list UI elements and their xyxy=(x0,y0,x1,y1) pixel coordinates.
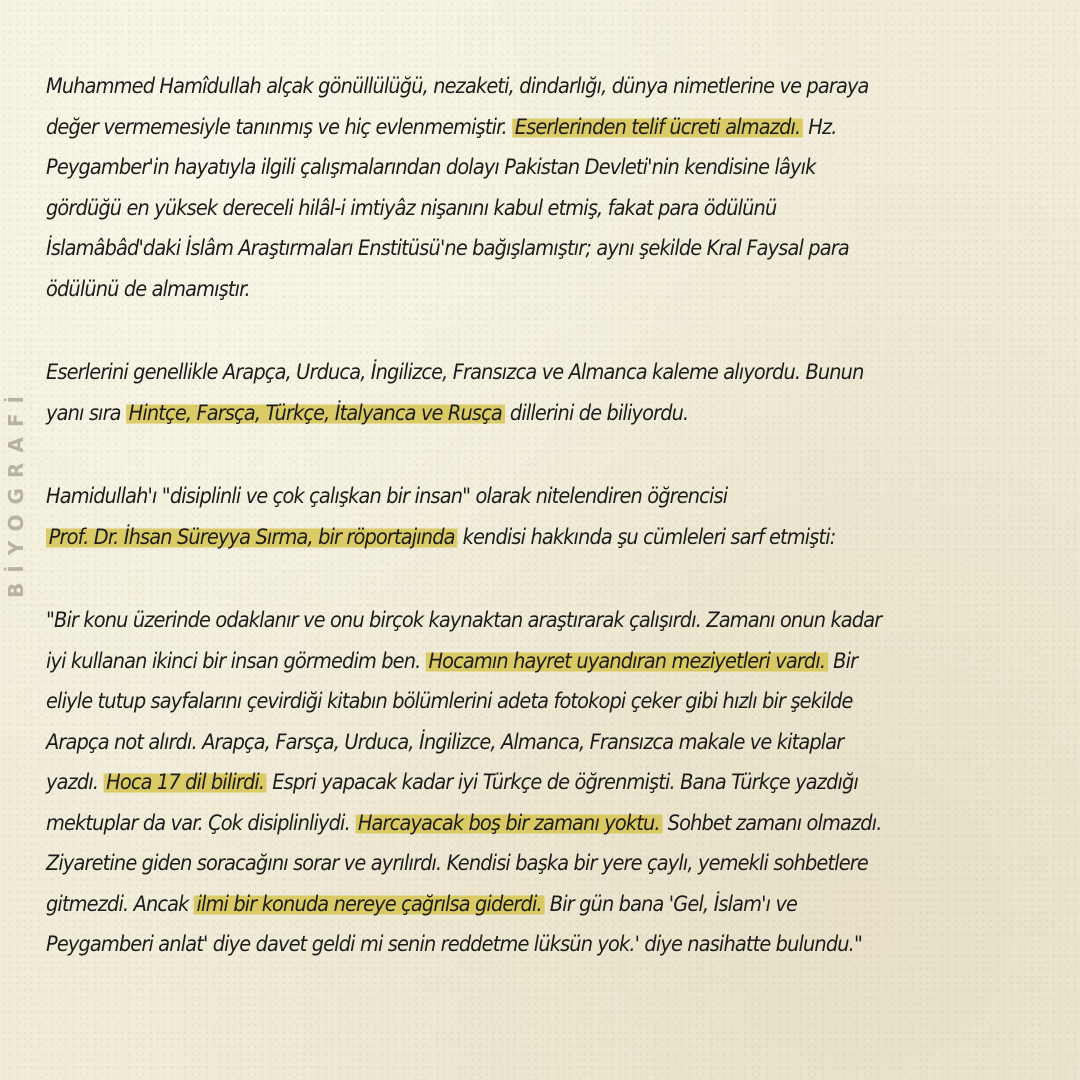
text-line xyxy=(46,148,946,189)
text-line xyxy=(46,477,946,518)
text-segment: Hamidullah'ı "disiplinli ve çok çalışkan bir insan" olarak nitelendiren öğrencisi xyxy=(46,484,728,509)
text-line xyxy=(46,108,946,149)
paragraph xyxy=(46,601,1046,966)
text-line xyxy=(46,763,946,804)
paragraph xyxy=(46,67,1046,310)
text-segment: Bir gün bana 'Gel, İslam'ı ve xyxy=(544,891,798,917)
highlighted-text: Eserlerinden telif ücreti almazdı. xyxy=(512,115,803,140)
text-segment: Muhammed Hamîdullah alçak gönüllülüğü, nezaketi, dindarlığı, dünya nimetlerine ve paraya xyxy=(46,74,869,99)
highlighted-text: Harcayacak boş bir zamanı yoktu. xyxy=(355,811,662,836)
text-line xyxy=(46,394,946,435)
text-line xyxy=(46,189,946,230)
side-label-biyografi: BİYOGRAFİ xyxy=(4,386,28,598)
text-segment: gitmezdi. Ancak xyxy=(46,891,194,917)
text-line xyxy=(46,601,946,642)
text-line xyxy=(46,844,946,885)
text-segment: Peygamberi anlat' diye davet geldi mi senin reddetme lüksün yok.' diye nasihatte bulundu." xyxy=(46,932,863,957)
article-body xyxy=(46,67,1046,1009)
text-segment: Eserlerini genellikle Arapça, Urduca, İngilizce, Fransızca ve Almanca kaleme alıyordu. Bunun xyxy=(46,360,864,385)
text-line xyxy=(46,353,946,394)
highlighted-text: ilmi bir konuda nereye çağrılsa giderdi. xyxy=(194,892,545,917)
text-segment: eliyle tutup sayfalarını çevirdiği kitabın bölümlerini adeta fotokopi çeker gibi hızlı bir şekilde xyxy=(46,689,853,714)
text-segment: Hz. xyxy=(803,114,837,140)
text-segment: Bir xyxy=(827,648,858,674)
text-segment: "Bir konu üzerinde odaklanır ve onu birçok kaynaktan araştırarak çalışırdı. Zamanı onun kadar xyxy=(46,608,882,633)
text-segment: Espri yapacak kadar iyi Türkçe de öğrenmişti. Bana Türkçe yazdığı xyxy=(266,770,859,795)
text-line xyxy=(46,229,946,270)
text-segment: kendisi hakkında şu cümleleri sarf etmişti: xyxy=(457,524,836,550)
text-line xyxy=(46,885,946,926)
text-segment: ödülünü de almamıştır. xyxy=(46,276,250,302)
text-segment: mektuplar da var. Çok disiplinliydi. xyxy=(46,810,356,836)
text-line xyxy=(46,723,946,764)
text-segment: Sohbet zamanı olmazdı. xyxy=(662,810,882,836)
text-segment: Arapça not alırdı. Arapça, Farsça, Urduca, İngilizce, Almanca, Fransızca makale ve kitaplar xyxy=(46,729,844,755)
text-line xyxy=(46,642,946,683)
text-segment: Peygamber'in hayatıyla ilgili çalışmalarından dolayı Pakistan Devleti'nin kendisine lâyık xyxy=(46,155,816,180)
highlighted-text: Hintçe, Farsça, Türkçe, İtalyanca ve Rusça xyxy=(126,401,505,426)
paragraph xyxy=(46,477,1046,558)
highlighted-text: Hoca 17 dil bilirdi. xyxy=(103,770,266,795)
text-segment: yanı sıra xyxy=(46,400,126,426)
highlighted-text: Hocamın hayret uyandıran meziyetleri vardı. xyxy=(426,649,828,674)
text-line xyxy=(46,270,946,311)
text-segment: iyi kullanan ikinci bir insan görmedim ben. xyxy=(46,648,426,674)
text-segment: Ziyaretine giden soracağını sorar ve ayrılırdı. Kendisi başka bir yere çaylı, yemekli sohbetlere xyxy=(46,851,868,876)
text-line xyxy=(46,67,946,108)
paragraph xyxy=(46,353,1046,434)
text-line xyxy=(46,925,946,966)
text-segment: yazdı. xyxy=(46,770,104,795)
text-line xyxy=(46,682,946,723)
text-line xyxy=(46,518,946,559)
text-segment: İslamâbâd'daki İslâm Araştırmaları Enstitüsü'ne bağışlamıştır; aynı şekilde Kral Faysal para xyxy=(46,236,849,261)
text-line xyxy=(46,804,946,845)
text-segment: değer vermemesiyle tanınmış ve hiç evlenmemiştir. xyxy=(46,114,513,140)
text-segment: gördüğü en yüksek dereceli hilâl-i imtiyâz nişanını kabul etmiş, fakat para ödülünü xyxy=(46,195,777,221)
highlighted-text: Prof. Dr. İhsan Süreyya Sırma, bir röportajında xyxy=(46,525,457,550)
text-segment: dillerini de biliyordu. xyxy=(504,400,689,426)
